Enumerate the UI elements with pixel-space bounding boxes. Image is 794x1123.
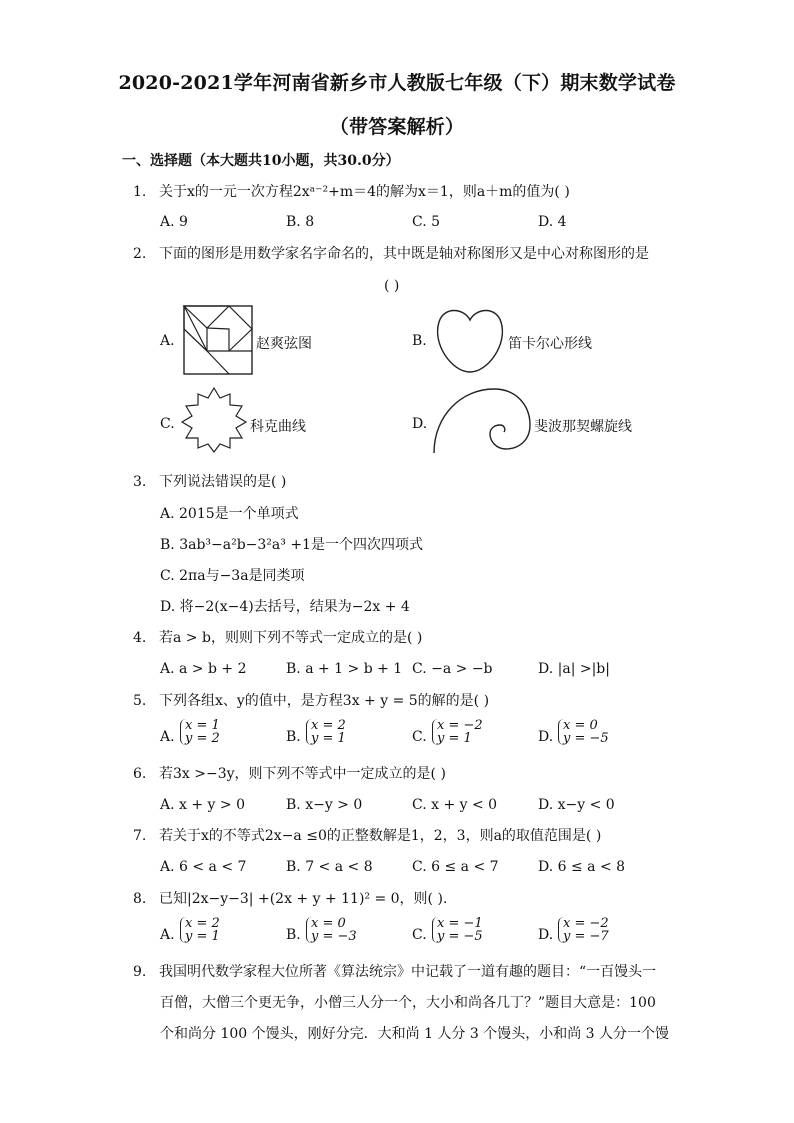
option-c: C. 6 ≤ a < 7 [412, 859, 499, 875]
question-4 [133, 628, 422, 648]
figure-c-letter: C. [160, 416, 175, 432]
question-3 [133, 472, 286, 492]
option-d: D. |a| >|b| [538, 661, 610, 677]
question-text: 关于x的一元一次方程2xᵃ⁻²+m＝4的解为x＝1，则a＋m的值为( ) [159, 184, 570, 200]
question-9-text-line-3: 个和尚分 100 个馒头，刚好分完．大和尚 1 人分 3 个馒头，小和尚 3 人分一个馒 [160, 1026, 670, 1042]
option-b: B. x−y > 0 [286, 797, 363, 813]
exam-title: 2020-2021学年河南省新乡市人教版七年级（下）期末数学试卷 [118, 72, 676, 94]
option-b-system: x = 2 y = 1 [306, 719, 346, 745]
section-heading-choice: 一、选择题（本大题共10小题，共30.0分） [122, 153, 400, 169]
option-c: C. x + y < 0 [412, 797, 498, 813]
question-text: 若3x >−3y，则下列不等式中一定成立的是( ) [159, 766, 446, 782]
question-text: 下面的图形是用数学家名字命名的，其中既是轴对称图形又是中心对称图形的是 [159, 246, 649, 262]
question-text: 下列各组x、y的值中，是方程3x + y = 5的解的是( ) [159, 693, 490, 709]
question-8 [133, 889, 447, 909]
koch-snowflake-icon [180, 386, 248, 454]
option-d: D. 4 [538, 214, 567, 230]
question-number: 2. [133, 246, 147, 262]
figure-c-name: 科克曲线 [250, 419, 306, 435]
option-a: A. 2015是一个单项式 [160, 506, 299, 522]
option-b: B. 7 < a < 8 [286, 859, 373, 875]
question-text-line-1: 我国明代数学家程大位所著《算法统宗》中记载了一道有趣的题目：“一百馒头一 [159, 964, 657, 980]
option-a-letter: A. [160, 729, 175, 745]
question-7 [133, 826, 601, 846]
question-number: 5. [133, 693, 147, 709]
question-text: 若a > b，则则下列不等式一定成立的是( ) [159, 630, 423, 646]
option-b: B. a + 1 > b + 1 [286, 661, 403, 677]
option-d-letter: D. [538, 729, 554, 745]
zhao-shuang-diagram-icon [183, 305, 253, 375]
option-d-system: x = −2 y = −7 [558, 917, 609, 943]
cardioid-icon [434, 306, 506, 374]
option-c-letter: C. [412, 927, 427, 943]
figure-a-letter: A. [160, 333, 175, 349]
question-number: 8. [133, 891, 147, 907]
option-c: C. 5 [412, 214, 441, 230]
question-text: 已知|2x−y−3| +(2x + y + 11)² = 0，则( ). [159, 891, 448, 907]
figure-a-name: 赵爽弦图 [256, 336, 312, 352]
option-a: A. 6 < a < 7 [160, 859, 247, 875]
option-a: A. 9 [160, 214, 188, 230]
option-d: D. x−y < 0 [538, 797, 615, 813]
question-2-paren: ( ) [384, 278, 400, 294]
question-number: 7. [133, 828, 147, 844]
question-5 [133, 691, 489, 711]
option-a-system: x = 2 y = 1 [180, 917, 220, 943]
figure-b-letter: B. [412, 333, 427, 349]
option-d-system: x = 0 y = −5 [558, 719, 609, 745]
option-b-system: x = 0 y = −3 [306, 917, 357, 943]
question-number: 6. [133, 766, 147, 782]
option-c-system: x = −2 y = 1 [432, 719, 483, 745]
question-2 [133, 244, 649, 264]
question-6 [133, 764, 446, 784]
figure-b-name: 笛卡尔心形线 [508, 336, 592, 352]
question-number: 3. [133, 474, 147, 490]
exam-subtitle: （带答案解析） [329, 116, 465, 138]
option-c-system: x = −1 y = −5 [432, 917, 483, 943]
option-d: D. 将−2(x−4)去括号，结果为−2x + 4 [160, 599, 410, 615]
option-b-letter: B. [286, 927, 301, 943]
option-c: C. 2πa与−3a是同类项 [160, 568, 305, 584]
question-number: 9. [133, 964, 147, 980]
figure-d-name: 斐波那契螺旋线 [534, 419, 632, 435]
fibonacci-spiral-icon [432, 385, 532, 455]
option-b-letter: B. [286, 729, 301, 745]
figure-d-letter: D. [412, 416, 428, 432]
option-b: B. 3ab³−a²b−3²a³ +1是一个四次四项式 [160, 537, 423, 553]
question-9-text-line-2: 百僧，大僧三个更无争，小僧三人分一个，大小和尚各几丁？”题目大意是：100 [160, 995, 656, 1011]
question-text: 若关于x的不等式2x−a ≤0的正整数解是1，2，3，则a的取值范围是( ) [159, 828, 602, 844]
question-9 [133, 962, 656, 982]
question-text: 下列说法错误的是( ) [159, 474, 287, 490]
option-a: A. a > b + 2 [160, 661, 247, 677]
question-number: 4. [133, 630, 147, 646]
option-a-system: x = 1 y = 2 [180, 719, 220, 745]
option-c: C. −a > −b [412, 661, 493, 677]
option-c-letter: C. [412, 729, 427, 745]
option-d: D. 6 ≤ a < 8 [538, 859, 626, 875]
option-a: A. x + y > 0 [160, 797, 245, 813]
question-number: 1. [133, 184, 147, 200]
option-a-letter: A. [160, 927, 175, 943]
question-1 [133, 182, 570, 202]
option-d-letter: D. [538, 927, 554, 943]
option-b: B. 8 [286, 214, 315, 230]
